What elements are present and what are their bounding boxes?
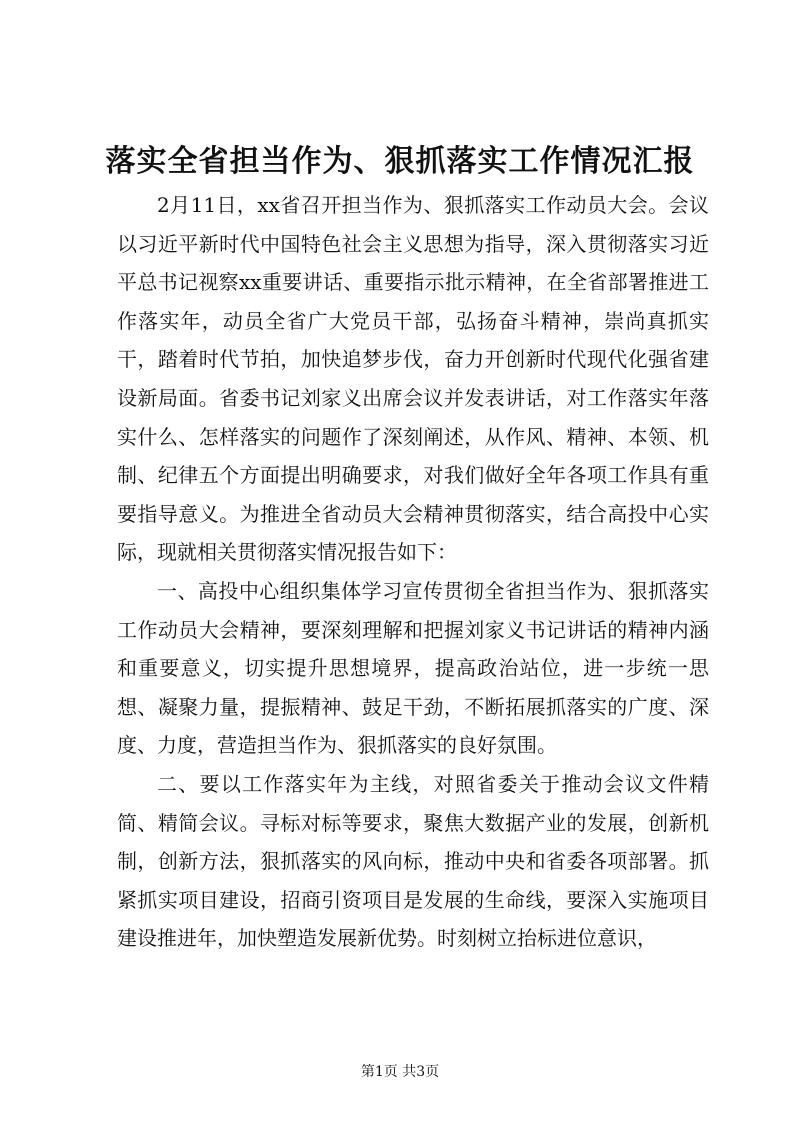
page-footer: 第1页 共3页 <box>360 1064 440 1080</box>
paragraph-section-two: 二、要以工作落实年为主线，对照省委关于推动会议文件精简、精简会议。寻标对标等要求，聚焦大数据产业的发展，创新机制，创新方法，狠抓落实的风向标，推动中央和省委各项部署。抓紧抓实项目建设，招商引资项目是发展的生命线，要深入实施项目建设推进年，加快塑造发展新优势。时刻树立抬标进位意识， <box>117 771 709 951</box>
paragraph-section-one: 一、高投中心组织集体学习宣传贯彻全省担当作为、狠抓落实工作动员大会精神，要深刻理解和把握刘家义书记讲话的精神内涵和重要意义，切实提升思想境界，提高政治站位，进一步统一思想、凝聚力量，提振精神、鼓足干劲，不断拓展抓落实的广度、深度、力度，营造担当作为、狠抓落实的良好氛围。 <box>117 578 709 758</box>
document-body <box>117 186 709 958</box>
paragraph-intro: 2月11日，xx省召开担当作为、狠抓落实工作动员大会。会议以习近平新时代中国特色社会主义思想为指导，深入贯彻落实习近平总书记视察xx重要讲话、重要指示批示精神，在全省部署推进工作落实年，动员全省广大党员干部，弘扬奋斗精神，崇尚真抓实干，踏着时代节拍，加快追梦步伐，奋力开创新时代现代化强省建设新局面。省委书记刘家义出席会议并发表讲话，对工作落实年落实什么、怎样落实的问题作了深刻阐述，从作风、精神、本领、机制、纪律五个方面提出明确要求，对我们做好全年各项工作具有重要指导意义。为推进全省动员大会精神贯彻落实，结合高投中心实际，现就相关贯彻落实情况报告如下： <box>117 193 709 565</box>
document-title: 落实全省担当作为、狠抓落实工作情况汇报 <box>105 144 695 179</box>
